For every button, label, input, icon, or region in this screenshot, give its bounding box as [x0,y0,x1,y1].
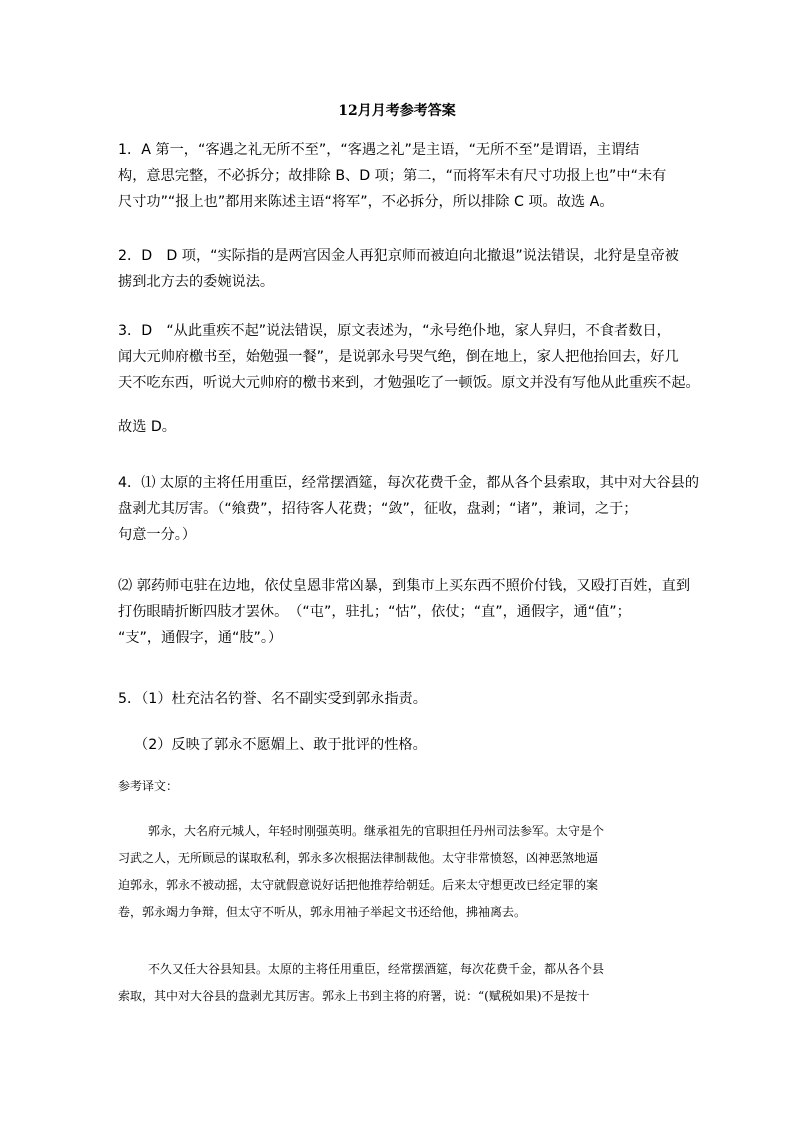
translation-line: 卷，郭永竭力争辩，但太守不听从，郭永用袖子举起文书还给他，拂袖离去。 [118,905,527,919]
translation-line: 索取，其中对大谷县的盘剥尤其厉害。郭永上书到主将的府署，说：“(赋税如果)不是按十 [118,989,590,1003]
answer-1-line: 尺寸功”“报上也”都用来陈述主语“将军”，不必拆分，所以排除 C 项。故选 A。 [118,194,614,210]
answer-4-line: 4．⑴ 太原的主将任用重臣，经常摆酒筵，每次花费千金，都从各个县索取，其中对大谷县的 [118,475,700,491]
answer-3 [118,318,700,440]
answer-4-line: 盘剥尤其厉害。（“飨费”，招待客人花费；“敛”，征收，盘剥；“诸”，兼词，之于； [118,501,638,517]
answer-3-line: 天不吃东西，听说大元帅府的檄书来到，才勉强吃了一顿饭。原文并没有写他从此重疾不起。 [118,375,700,391]
answer-1 [118,137,678,215]
answer-5-line: （2）反映了郭永不愿媚上、敢于批评的性格。 [134,737,427,753]
translation-line: 不久又任大谷县知县。太原的主将任用重臣，经常摆酒筵，每次花费千金，都从各个县 [148,962,605,976]
translation-paragraph-1 [118,818,678,926]
translation-line: 迫郭永，郭永不被动摇，太守就假意说好话把他推荐给朝廷。后来太守想更改已经定罪的案 [118,878,599,892]
answer-3-line: 故选 D。 [118,419,176,435]
answer-3-line: 3．D “从此重疾不起”说法错误，原文表述为，“永号绝仆地，家人舁归，不食者数日， [118,323,671,339]
translation-paragraph-2 [118,956,678,1010]
answer-4-part-1 [118,470,700,548]
answer-4-line: 句意一分。） [118,527,197,543]
answer-4-line: ⑵ 郭药师屯驻在边地，依仗皇恩非常凶暴，到集市上买东西不照价付钱，又殴打百姓，直到 [118,578,691,594]
answer-2-line: 掳到北方去的委婉说法。 [118,274,275,290]
answer-4-part-2 [118,573,691,651]
translation-line: 习武之人，无所顾忌的谋取私利，郭永多次根据法律制裁他。太守非常愤怒，凶神恶煞地逼 [118,851,599,865]
answer-4-line: “支”，通假字，通“肢”。） [118,630,283,646]
answer-4-line: 打伤眼睛折断四肢才罢休。 （“屯”，驻扎；“怙”，依仗；“直”，通假字，通“值”； [118,604,631,620]
answer-3-line: 闻大元帅府檄书至，始勉强一餐”，是说郭永号哭气绝，倒在地上，家人把他抬回去，好几 [118,349,679,365]
answer-5-line: 5．（1）杜充沽名钓誉、名不副实受到郭永指责。 [118,691,427,707]
answer-1-line: 1．A 第一，“客遇之礼无所不至”，“客遇之礼”是主语，“无所不至”是谓语，主谓结 [118,142,640,158]
answer-5-part-2 [134,732,694,758]
page-title: 12月月考参考答案 [338,103,456,119]
reference-translation-heading: 参考译文： [118,779,179,793]
answer-5-part-1 [118,686,678,712]
translation-line: 郭永，大名府元城人，年轻时刚强英明。继承祖先的官职担任丹州司法参军。太守是个 [148,824,605,838]
answer-1-line: 构，意思完整，不必拆分；故排除 B、D 项；第二，“而将军未有尺寸功报上也”中“未有 [118,168,667,184]
answer-2 [118,243,678,295]
answer-2-line: 2．D D 项，“实际指的是两宫因金人再犯京师而被迫向北撤退”说法错误，北狩是皇帝被 [118,248,679,264]
